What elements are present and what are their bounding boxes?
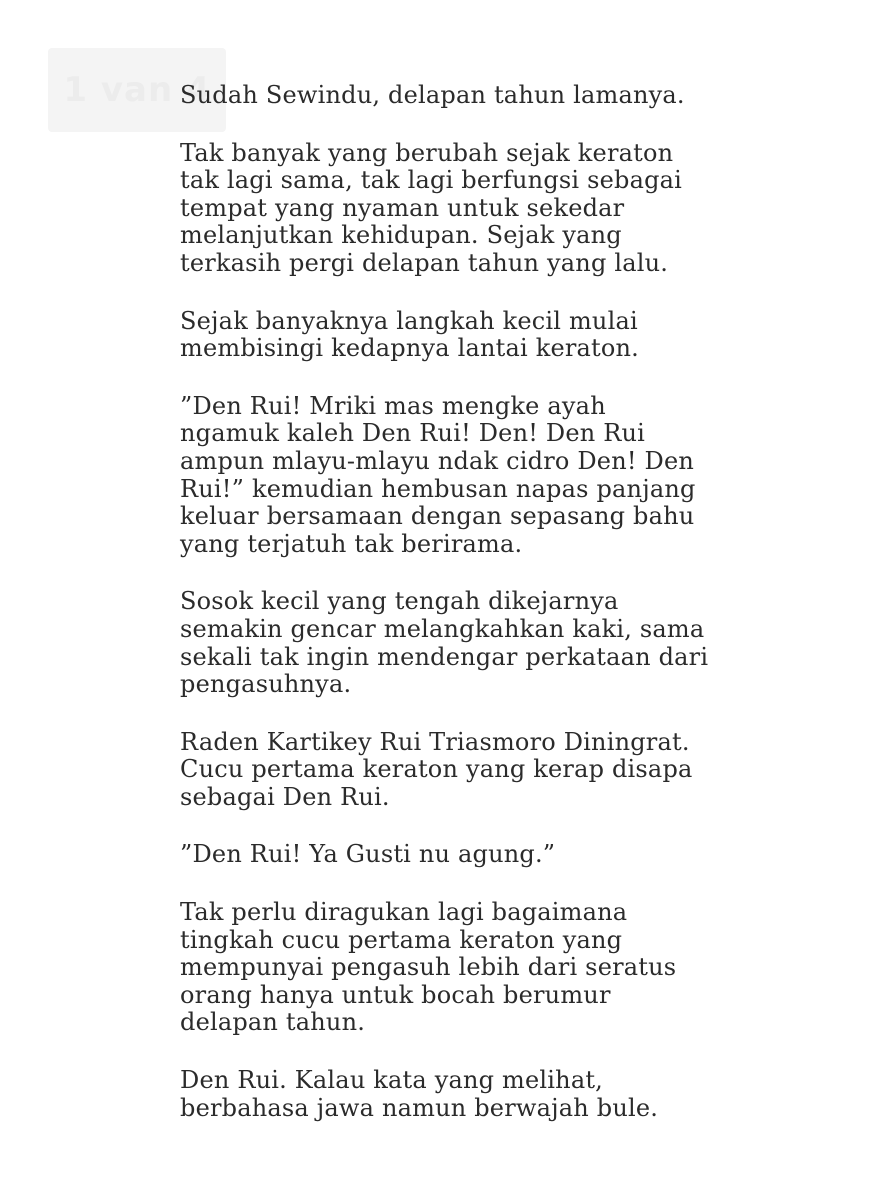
story-text	[180, 82, 740, 1152]
paragraph: Raden Kartikey Rui Triasmoro Diningrat. Cucu pertama keraton yang kerap disapa sebagai Den Rui.	[180, 727, 693, 811]
paragraph: Tak banyak yang berubah sejak keraton tak lagi sama, tak lagi berfungsi sebagai tempat yang nyaman untuk sekedar melanjutkan kehidupan. Sejak yang terkasih pergi delapan tahun yang lalu.	[180, 138, 683, 277]
paragraph: Sejak banyaknya langkah kecil mulai membisingi kedapnya lantai keraton.	[180, 306, 640, 363]
paragraph: Den Rui. Kalau kata yang melihat, berbahasa jawa namun berwajah bule.	[180, 1066, 659, 1122]
paragraph: Sudah Sewindu, delapan tahun lamanya.	[180, 81, 685, 109]
paragraph: ”Den Rui! Mriki mas mengke ayah ngamuk kaleh Den Rui! Den! Den Rui ampun mlayu-mlayu ndak cidro Den! Den Rui!” kemudian hembusan napas panjang keluar bersamaan dengan sepasang bahu yang terjatuh tak berirama.	[180, 391, 696, 558]
page-indicator: 1 van 4	[48, 48, 226, 132]
paragraph: Tak perlu diragukan lagi bagaimana tingkah cucu pertama keraton yang mempunyai pengasuh lebih dari seratus orang hanya untuk bocah berumur delapan tahun.	[180, 898, 677, 1037]
paragraph: Sosok kecil yang tengah dikejarnya semakin gencar melangkahkan kaki, sama sekali tak ingin mendengar perkataan dari pengasuhnya.	[180, 587, 709, 699]
paragraph: ”Den Rui! Ya Gusti nu agung.”	[180, 840, 556, 869]
